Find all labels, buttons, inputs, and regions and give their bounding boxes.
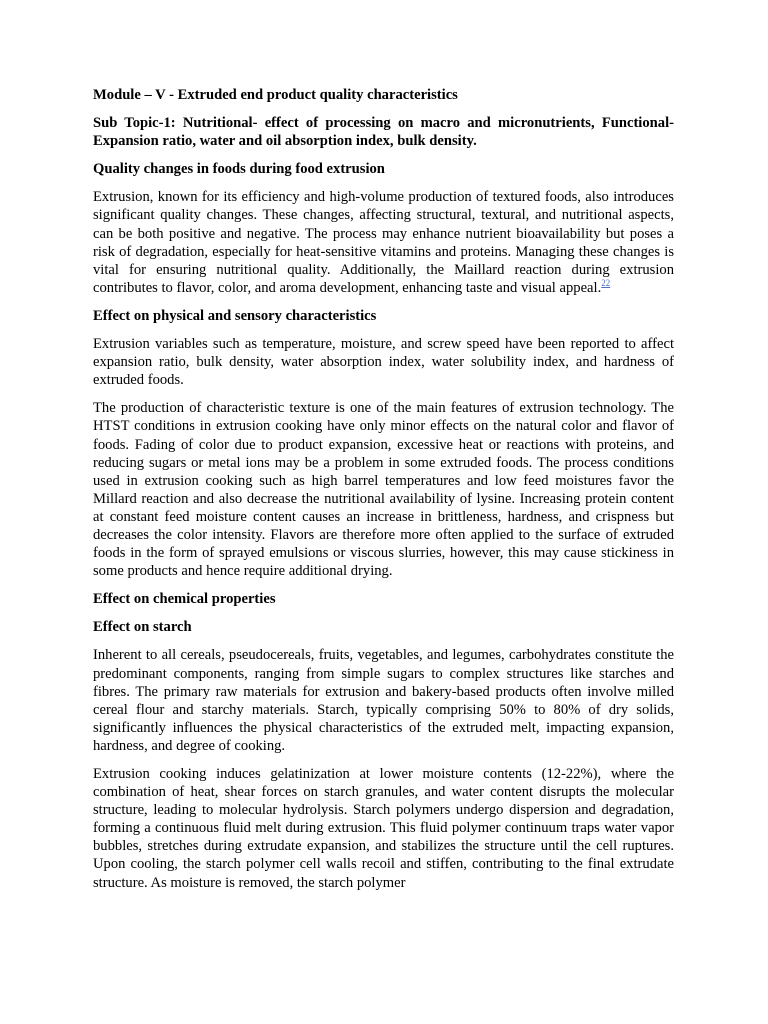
paragraph-starch-2: Extrusion cooking induces gelatinization at lower moisture contents (12-22%), where the combination of heat, shear forces on starch granules, and water content disrupts the molecular structure, leading to molecular hydrolysis. Starch polymers undergo dispersion and degradation, forming a continuous fluid melt during extrusion. This fluid polymer continuum traps water vapor bubbles, stretches during extrudate expansion, and stabilizes the structure until the cell ruptures. Upon cooling, the starch polymer cell walls recoil and stiffen, contributing to the final extrudate structure. As moisture is removed, the starch polymer	[93, 766, 674, 891]
paragraph-physical-sensory-2: The production of characteristic texture is one of the main features of extrusion technology. The HTST conditions in extrusion cooking have only minor effects on the natural color and flavor of foods. Fading of color due to product expansion, excessive heat or reactions with proteins, and reducing sugars or metal ions may be a problem in some extruded foods. The process conditions used in extrusion cooking such as high barrel temperatures and low feed moistures favor the Millard reaction and also decrease the nutritional availability of lysine. Increasing protein content at constant feed moisture content causes an increase in brittleness, hardness, and crispness but decreases the color intensity. Flavors are therefore more often applied to the surface of extruded foods in the form of sprayed emulsions or viscous slurries, however, this may cause stickiness in some products and hence require additional drying.	[93, 400, 674, 580]
module-title: Module – V - Extruded end product quality characteristics	[93, 87, 458, 103]
paragraph-starch-1: Inherent to all cereals, pseudocereals, fruits, vegetables, and legumes, carbohydrates constitute the predominant components, ranging from simple sugars to complex structures like starches and fibres. The primary raw materials for extrusion and bakery-based products often involve milled cereal flour and starchy materials. Starch, typically comprising 50% to 80% of dry solids, significantly influences the physical characteristics of the extruded melt, impacting expansion, hardness, and degree of cooking.	[93, 647, 674, 754]
section-heading-quality-changes: Quality changes in foods during food extrusion	[93, 161, 385, 178]
paragraph-quality-changes	[93, 188, 674, 297]
section-heading-starch: Effect on starch	[93, 619, 192, 636]
section-heading-physical-sensory: Effect on physical and sensory characteristics	[93, 307, 377, 324]
citation-superscript	[601, 278, 610, 288]
citation-link[interactable]: 22	[601, 277, 611, 288]
paragraph-text: Extrusion, known for its efficiency and high-volume production of textured foods, also introduces significant quality changes. These changes, affecting structural, textural, and nutritional aspects, can be both positive and negative. The process may enhance nutrient bioavailability but poses a risk of degradation, especially for heat-sensitive vitamins and proteins. Managing these changes is vital for ensuring nutritional quality. Additionally, the Maillard reaction during extrusion contributes to flavor, color, and aroma development, enhancing taste and visual appeal.	[93, 189, 674, 296]
sub-topic-heading: Sub Topic-1: Nutritional- effect of processing on macro and micronutrients, Functional- Expansion ratio, water and oil absorption index, bulk density.	[93, 115, 674, 150]
section-heading-chemical: Effect on chemical properties	[93, 591, 276, 608]
paragraph-physical-sensory-1: Extrusion variables such as temperature, moisture, and screw speed have been reported to affect expansion ratio, bulk density, water absorption index, water solubility index, and hardness of extruded foods.	[93, 336, 674, 389]
